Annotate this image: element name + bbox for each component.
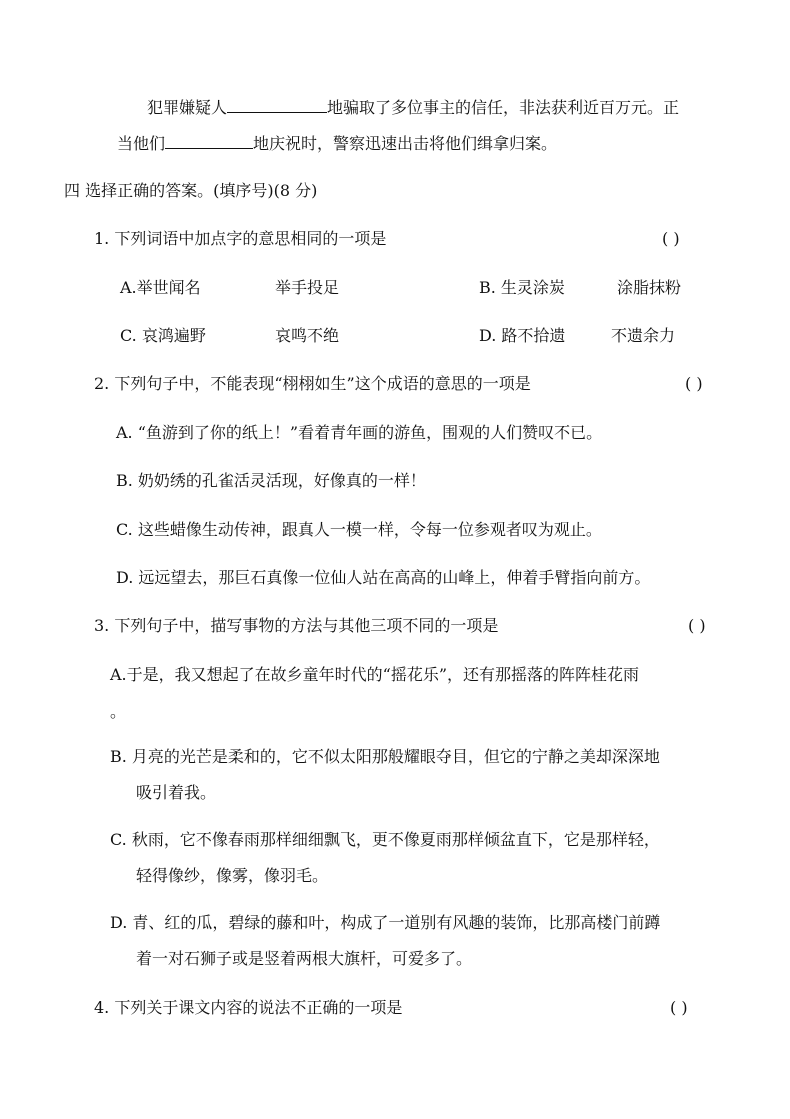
option-c-word-1[interactable]: C. 哀鸿遍野 <box>120 326 206 345</box>
answer-blank[interactable] <box>227 96 327 113</box>
option-b-word-1[interactable]: B. 生灵涂炭 <box>479 278 565 297</box>
option-a-word-2: 举手投足 <box>275 278 340 297</box>
section-heading: 四 选择正确的答案。(填序号)(8 分) <box>64 181 318 200</box>
question-3-option-a-line-1[interactable]: A.于是，我又想起了在故乡童年时代的“摇花乐”，还有那摇落的阵阵桂花雨 <box>110 665 640 684</box>
passage-text: 地骗取了多位事主的信任，非法获利近百万元。正 <box>327 98 680 117</box>
question-3-answer-paren[interactable]: ( ) <box>688 616 706 635</box>
question-3-option-c-line-1[interactable]: C. 秋雨，它不像春雨那样细细飘飞，更不像夏雨那样倾盆直下，它是那样轻， <box>110 830 660 849</box>
option-d-word-1[interactable]: D. 路不拾遗 <box>479 326 566 345</box>
passage-text: 地庆祝时，警察迅速出击将他们缉拿归案。 <box>253 134 558 153</box>
question-3-option-d-line-1[interactable]: D. 青、红的瓜，碧绿的藤和叶，构成了一道别有风趣的装饰，比那高楼门前蹲 <box>110 913 661 932</box>
passage-text: 当他们 <box>117 134 166 153</box>
question-1-stem: 1. 下列词语中加点字的意思相同的一项是 <box>94 229 387 248</box>
question-2-option-a[interactable]: A. “鱼游到了你的纸上！”看着青年画的游鱼，围观的人们赞叹不已。 <box>116 423 603 442</box>
question-2-answer-paren[interactable]: ( ) <box>685 374 703 393</box>
answer-blank[interactable] <box>165 132 253 149</box>
question-4-answer-paren[interactable]: ( ) <box>670 998 688 1017</box>
question-2-option-d[interactable]: D. 远远望去，那巨石真像一位仙人站在高高的山峰上，伸着手臂指向前方。 <box>116 568 651 587</box>
option-c-word-2: 哀鸣不绝 <box>275 326 340 345</box>
question-4-stem: 4. 下列关于课文内容的说法不正确的一项是 <box>94 998 403 1017</box>
question-2-option-c[interactable]: C. 这些蜡像生动传神，跟真人一模一样，令每一位参观者叹为观止。 <box>116 520 602 539</box>
question-3-option-b-line-1[interactable]: B. 月亮的光芒是柔和的，它不似太阳那般耀眼夺目，但它的宁静之美却深深地 <box>110 747 660 766</box>
question-2-option-b[interactable]: B. 奶奶绣的孔雀活灵活现，好像真的一样！ <box>116 471 426 490</box>
passage-line-2 <box>117 132 557 155</box>
passage-line-1 <box>147 96 679 119</box>
option-b-word-2: 涂脂抹粉 <box>617 278 682 297</box>
question-3-option-a-line-2: 。 <box>110 702 127 721</box>
question-2-stem: 2. 下列句子中，不能表现“栩栩如生”这个成语的意思的一项是 <box>94 374 531 393</box>
question-1-answer-paren[interactable]: ( ) <box>662 229 680 248</box>
question-3-stem: 3. 下列句子中，描写事物的方法与其他三项不同的一项是 <box>94 616 499 635</box>
option-d-word-2: 不遗余力 <box>611 326 676 345</box>
question-3-option-d-line-2: 着一对石狮子或是竖着两根大旗杆，可爱多了。 <box>136 949 473 968</box>
option-a-word-1[interactable]: A.举世闻名 <box>120 278 201 297</box>
passage-text: 犯罪嫌疑人 <box>147 98 228 117</box>
question-3-option-b-line-2: 吸引着我。 <box>136 783 217 802</box>
question-3-option-c-line-2: 轻得像纱，像雾，像羽毛。 <box>136 866 329 885</box>
